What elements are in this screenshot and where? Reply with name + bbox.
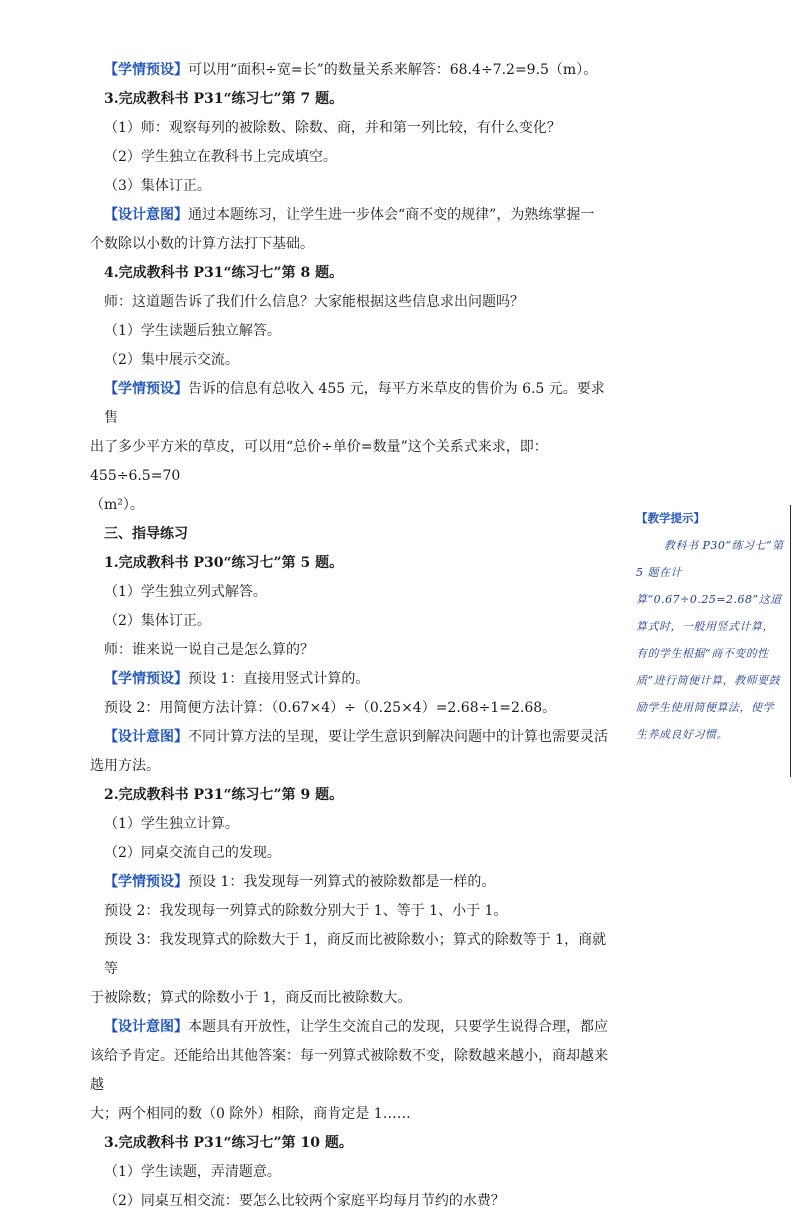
- tagged-paragraph: [90, 665, 610, 694]
- section-heading: 三、指导练习: [104, 526, 188, 542]
- paragraph-line: 预设 2：我发现每一列算式的除数分别大于 1、等于 1、小于 1。: [104, 903, 508, 919]
- paragraph-line: （1）学生读题后独立解答。: [104, 323, 281, 339]
- paragraph-line: （3）集体订正。: [104, 178, 211, 194]
- paragraph-line: （1）师：观察每列的被除数、除数、商，并和第一列比较，有什么变化？: [104, 120, 561, 136]
- paragraph-continuation: （m²）。: [90, 497, 144, 513]
- paragraph-continuation: 于被除数；算式的除数小于 1，商反而比被除数大。: [90, 990, 412, 1006]
- annotation-tag: 【设计意图】: [104, 207, 188, 223]
- paragraph-text: 预设 1：直接用竖式计算的。: [188, 671, 370, 687]
- paragraph-continuation: 个数除以小数的计算方法打下基础。: [90, 236, 314, 252]
- tagged-paragraph: [90, 201, 610, 230]
- paragraph-text: 告诉的信息有总收入 455 元，每平方米草皮的售价为 6.5 元。要求售: [104, 381, 605, 426]
- sidebar-border: [624, 505, 791, 777]
- annotation-tag: 【学情预设】: [104, 381, 188, 397]
- paragraph-text: 通过本题练习，让学生进一步体会“商不变的规律”，为熟练掌握一: [188, 207, 595, 223]
- paragraph-text: 预设 1：我发现每一列算式的被除数都是一样的。: [188, 874, 496, 890]
- annotation-tag: 【学情预设】: [104, 671, 188, 687]
- paragraph-text: 本题具有开放性，让学生交流自己的发现，只要学生说得合理，都应: [188, 1019, 608, 1035]
- tagged-paragraph: [90, 723, 610, 752]
- paragraph-line: 预设 3：我发现算式的除数大于 1，商反而比被除数小；算式的除数等于 1，商就等: [104, 932, 607, 977]
- tagged-paragraph: [90, 56, 610, 85]
- annotation-tag: 【设计意图】: [104, 729, 188, 745]
- paragraph-continuation: 选用方法。: [90, 758, 160, 774]
- sidebar-body: 教科书 P30“练习七”第 5 题在计算“0.67÷0.25=2.68”这道算式时，一般用竖式计算，有的学生根据“商不变的性质”进行简便计算，教师要鼓励学生使用简便算法，使学生养成良好习惯。: [636, 539, 784, 741]
- paragraph-line: （1）学生独立计算。: [104, 816, 239, 832]
- sidebar-title: 【教学提示】: [636, 511, 705, 525]
- paragraph-text: 可以用“面积÷宽=长”的数量关系来解答：68.4÷7.2=9.5（m）。: [188, 62, 598, 78]
- annotation-tag: 【学情预设】: [104, 874, 188, 890]
- paragraph-continuation: 出了多少平方米的草皮，可以用“总价÷单价=数量”这个关系式来求，即：455÷6.5=70: [90, 439, 548, 484]
- paragraph-text: 不同计算方法的呈现，要让学生意识到解决问题中的计算也需要灵活: [188, 729, 608, 745]
- exercise-heading: 2.完成教科书 P31“练习七”第 9 题。: [104, 787, 344, 803]
- annotation-tag: 【设计意图】: [104, 1019, 188, 1035]
- exercise-heading: 1.完成教科书 P30“练习七”第 5 题。: [104, 555, 344, 571]
- paragraph-continuation: 该给予肯定。还能给出其他答案：每一列算式被除数不变，除数越来越小，商却越来越: [90, 1048, 608, 1093]
- main-text: [90, 56, 610, 1216]
- paragraph-line: （1）学生读题，弄清题意。: [104, 1164, 281, 1180]
- exercise-heading: 3.完成教科书 P31“练习七”第 10 题。: [104, 1135, 353, 1151]
- tagged-paragraph: [90, 1013, 610, 1042]
- annotation-tag: 【学情预设】: [104, 62, 188, 78]
- paragraph-line: 预设 2：用简便方法计算：（0.67×4）÷（0.25×4）=2.68÷1=2.68。: [104, 700, 557, 716]
- paragraph-line: 师：谁来说一说自己是怎么算的？: [104, 642, 314, 658]
- paragraph-line: 师：这道题告诉了我们什么信息？大家能根据这些信息求出问题吗？: [104, 294, 524, 310]
- exercise-heading: 4.完成教科书 P31“练习七”第 8 题。: [104, 265, 344, 281]
- paragraph-line: （2）学生独立在教科书上完成填空。: [104, 149, 337, 165]
- paragraph-line: （2）同桌互相交流：要怎么比较两个家庭平均每月节约的水费？: [104, 1193, 505, 1209]
- paragraph-line: （2）同桌交流自己的发现。: [104, 845, 281, 861]
- paragraph-line: （2）集体订正。: [104, 613, 211, 629]
- teaching-tip-sidebar: [624, 505, 791, 777]
- tagged-paragraph: [90, 375, 610, 433]
- tagged-paragraph: [90, 868, 610, 897]
- exercise-heading: 3.完成教科书 P31“练习七”第 7 题。: [104, 91, 344, 107]
- paragraph-line: （2）集中展示交流。: [104, 352, 239, 368]
- paragraph-continuation: 大；两个相同的数（0 除外）相除，商肯定是 1……: [90, 1106, 411, 1122]
- paragraph-line: （1）学生独立列式解答。: [104, 584, 267, 600]
